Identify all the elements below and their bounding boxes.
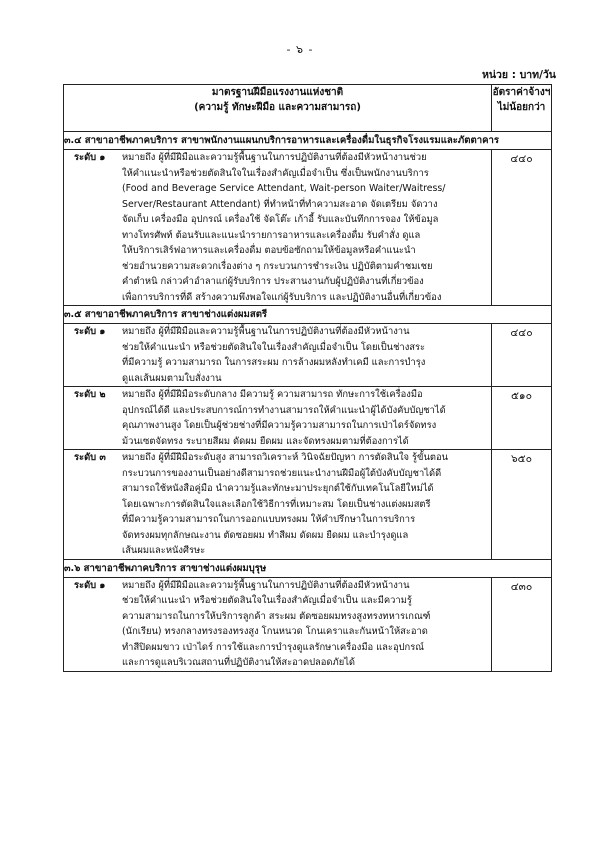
description-line: ดูแลเส้นผมตามใบสั่งงาน xyxy=(122,372,222,384)
section-row xyxy=(64,559,552,577)
level-description-cell xyxy=(64,150,492,306)
description-line: ที่มีความรู้ความสามารถในการออกแบบทรงผม ให้คำปรึกษาในการบริการ xyxy=(122,514,416,525)
description-line: ให้บริการเสิร์ฟอาหารและเครื่องดื่ม ตอบข้อซักถามให้ข้อมูลหรือคำแนะนำ xyxy=(122,245,416,256)
level-label: ระดับ ๑ xyxy=(74,326,106,337)
level-row xyxy=(64,450,552,560)
description-line: หมายถึง ผู้ที่มีฝีมือระดับสูง สามารถวิเคราะห์ วินิจฉัยปัญหา การตัดสินใจ รู้ขั้นตอน xyxy=(122,452,448,463)
page-number: - ๖ - xyxy=(286,43,314,56)
description-line: (นักเรียน) ทรงกลางทรงรองทรงสูง โกนหนวด โกนเคราและกันหน้าให้สะอาด xyxy=(122,626,428,637)
description-line: ช่วยอำนวยความสะดวกเรื่องต่าง ๆ กระบวนการชำระเงิน ปฏิบัติตามคำชมเชย xyxy=(122,260,433,272)
level-wrap xyxy=(64,387,491,449)
description-line: ทำสีปิดผมขาว เป่าไดร์ การใช้และการบำรุงดูแลรักษาเครื่องมือ และอุปกรณ์ xyxy=(122,641,424,653)
level-description-cell xyxy=(64,387,492,450)
level-description-cell xyxy=(64,577,492,671)
description-line: โดยเฉพาะการตัดสินใจและเลือกใช้วิธีการที่เหมาะสม โดยเป็นช่างแต่งผมสตรี xyxy=(122,498,431,510)
section-title: ๓.๖ สาขาอาชีพภาคบริการ สาขาช่างแต่งผมบุรุษ xyxy=(64,559,552,577)
description-line: คำตำหนิ กล่าวคำอำลาแก่ผู้รับบริการ ประสานงานกับผู้ปฏิบัติงานที่เกี่ยวข้อง xyxy=(122,276,424,287)
description-line: เพื่อการบริการที่ดี สร้างความพึงพอใจแก่ผู้รับบริการ และปฏิบัติงานอื่นที่เกี่ยวข้อง xyxy=(122,291,442,303)
description-line: และการดูแลบริเวณสถานที่ปฏิบัติงานให้สะอาดปลอดภัยได้ xyxy=(122,657,356,668)
standard-column-header xyxy=(64,85,492,132)
standard-header-line1: มาตรฐานฝีมือแรงงานแห่งชาติ xyxy=(211,87,344,98)
rate-header-line1: อัตราค่าจ้างฯ xyxy=(492,87,551,98)
level-label: ระดับ ๑ xyxy=(74,152,106,163)
description-line: ความสามารถในการให้บริการลูกค้า สระผม ตัดซอยผมทรงสูงทรงทหารเกณฑ์ xyxy=(122,610,431,622)
table-body xyxy=(64,132,552,672)
level-wrap xyxy=(64,150,491,305)
level-description xyxy=(122,578,491,671)
level-wrap xyxy=(64,450,491,559)
wage-rate: ๕๑๐ xyxy=(492,387,552,450)
description-line: ช่วยให้คำแนะนำ หรือช่วยตัดสินใจในเรื่องสำคัญเมื่อจำเป็น และมีความรู้ xyxy=(122,595,412,606)
description-line: หมายถึง ผู้ที่มีฝีมือและความรู้พื้นฐานในการปฏิบัติงานที่ต้องมีหัวหน้างานช่วย xyxy=(122,152,427,163)
level-row xyxy=(64,324,552,387)
description-line: Server/Restaurant Attendant) ที่ทำหน้าที่ทำความสะอาด จัดเตรียม จัดวาง xyxy=(122,198,438,210)
rate-column-header xyxy=(492,85,552,132)
description-line: หมายถึง ผู้ที่มีฝีมือและความรู้พื้นฐานในการปฏิบัติงานที่ต้องมีหัวหน้างาน xyxy=(122,326,410,337)
level-label: ระดับ ๑ xyxy=(74,579,106,591)
description-line: สามารถใช้หนังสือคู่มือ นำความรู้และทักษะมาประยุกต์ใช้กับเทคโนโลยีใหม่ได้ xyxy=(122,483,434,494)
description-line: เส้นผมและหนังศีรษะ xyxy=(122,545,206,556)
description-line: ให้คำแนะนำหรือช่วยตัดสินใจในเรื่องสำคัญเมื่อจำเป็น ซึ่งเป็นพนักงานบริการ xyxy=(122,167,429,179)
wage-rate: ๔๔๐ xyxy=(492,324,552,387)
description-line: ม้วนเซตจัดทรง ระบายสีผม ดัดผม ยืดผม และจัดทรงผมตามที่ต้องการได้ xyxy=(122,435,409,447)
table-header-row xyxy=(64,85,552,132)
level-row xyxy=(64,387,552,450)
description-line: กระบวนการของงานเป็นอย่างดีสามารถช่วยแนะนำงานฝีมือผู้ใต้บังคับบัญชาได้ดี xyxy=(122,467,442,479)
level-wrap xyxy=(64,578,491,671)
description-line: ทางโทรศัพท์ ต้อนรับและแนะนำรายการอาหารและเครื่องดื่ม รับคำสั่ง ดูแล xyxy=(122,229,421,241)
section-row xyxy=(64,132,552,150)
description-line: จัดทรงผมทุกลักษณะงาน ตัดซอยผม ทำสีผม ดัดผม ยืดผม และบำรุงดูแล xyxy=(122,529,409,541)
description-line: คุณภาพงานสูง โดยเป็นผู้ช่วยช่างที่มีความรู้ความสามารถในการเป่าไดร์จัดทรง xyxy=(122,420,437,431)
standard-header-line2: (ความรู้ ทักษะฝีมือ และความสามารถ) xyxy=(194,102,361,113)
level-description xyxy=(122,387,491,449)
description-line: ช่วยให้คำแนะนำ หรือช่วยตัดสินใจในเรื่องสำคัญเมื่อจำเป็น โดยเป็นช่างสระ xyxy=(122,341,426,353)
description-line: หมายถึง ผู้ที่มีฝีมือและความรู้พื้นฐานในการปฏิบัติงานที่ต้องมีหัวหน้างาน xyxy=(122,579,410,591)
description-line: หมายถึง ผู้ที่มีฝีมือระดับกลาง มีความรู้ ความสามารถ ทักษะการใช้เครื่องมือ xyxy=(122,389,423,400)
wage-rate: ๔๓๐ xyxy=(492,577,552,671)
level-description xyxy=(122,150,491,305)
level-wrap xyxy=(64,324,491,386)
section-row xyxy=(64,306,552,324)
level-description-cell xyxy=(64,450,492,560)
level-row xyxy=(64,577,552,671)
description-line: ที่มีความรู้ ความสามารถ ในการสระผม การล้างผมหลังทำเคมี และการบำรุง xyxy=(122,357,426,368)
level-description-cell xyxy=(64,324,492,387)
wage-table xyxy=(63,84,552,672)
section-title: ๓.๔ สาขาอาชีพภาคบริการ สาขาพนักงานแผนกบริการอาหารและเครื่องดื่มในธุรกิจโรงแรมและภัตตาคาร xyxy=(64,132,552,150)
level-label: ระดับ ๓ xyxy=(74,452,106,463)
level-description xyxy=(122,324,491,386)
description-line: (Food and Beverage Service Attendant, Wait-person Waiter/Waitress/ xyxy=(122,183,446,194)
description-line: อุปกรณ์ได้ดี และประสบการณ์การทำงานสามารถให้คำแนะนำผู้ได้บังคับบัญชาได้ xyxy=(122,404,446,416)
description-line: จัดเก็บ เครื่องมือ อุปกรณ์ เครื่องใช้ จัดโต๊ะ เก้าอี้ รับและบันทึกการจอง ให้ข้อมูล xyxy=(122,214,439,225)
level-row xyxy=(64,150,552,306)
level-label: ระดับ ๒ xyxy=(74,389,106,400)
wage-rate: ๔๔๐ xyxy=(492,150,552,306)
unit-label: หน่วย : บาท/วัน xyxy=(481,69,556,81)
level-description xyxy=(122,450,491,559)
section-title: ๓.๕ สาขาอาชีพภาคบริการ สาขาช่างแต่งผมสตรี xyxy=(64,306,552,324)
wage-rate: ๖๕๐ xyxy=(492,450,552,560)
rate-header-line2: ไม่น้อยกว่า xyxy=(497,102,546,113)
